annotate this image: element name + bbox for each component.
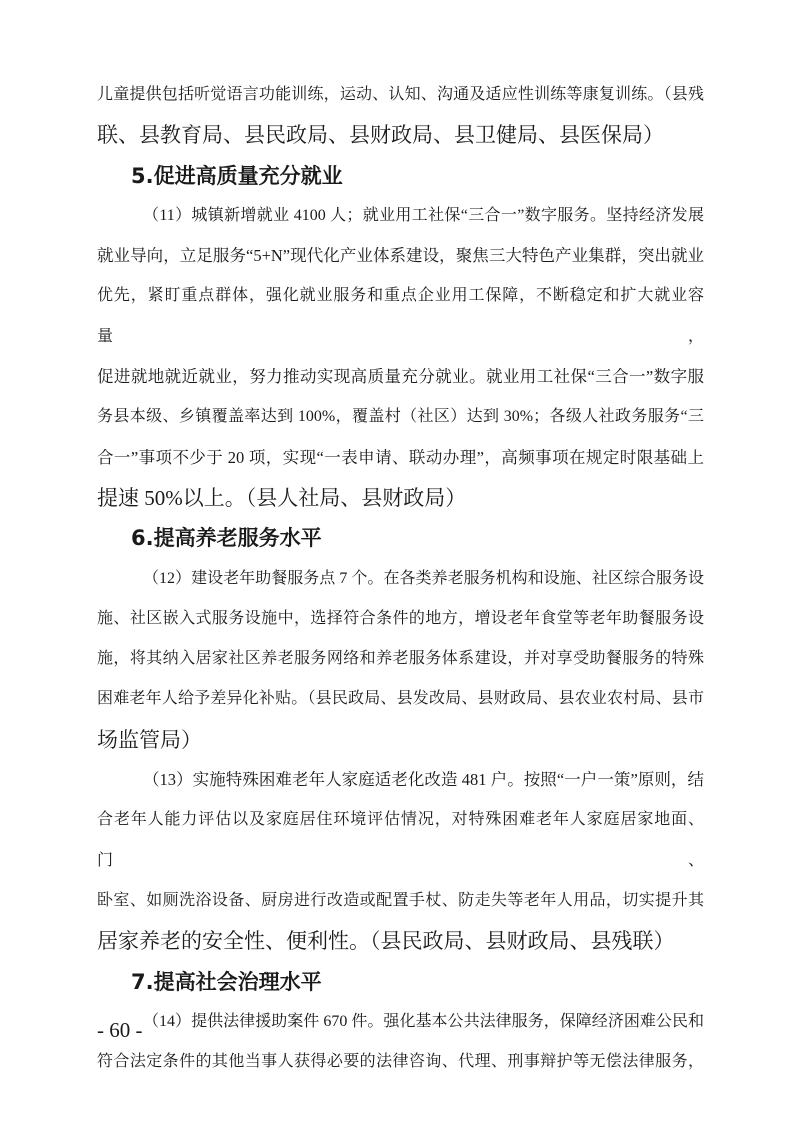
text-line: 困难老年人给予差异化补贴。（县民政局、县发改局、县财政局、县农业农村局、县市 bbox=[97, 690, 704, 708]
paragraph bbox=[97, 559, 704, 760]
text-line: （12）建设老年助餐服务点 7 个。在各类养老服务机构和设施、社区综合服务设 bbox=[143, 569, 704, 587]
text-line: （11）城镇新增就业 4100 人；就业用工社保“三合一”数字服务。坚持经济发展 bbox=[143, 206, 704, 224]
text-line: 场监管局） bbox=[97, 727, 202, 752]
text-line: 促进就地就近就业，努力推动实现高质量充分就业。就业用工社保“三合一”数字服 bbox=[97, 367, 704, 387]
section-heading: 5.促进高质量充分就业 bbox=[131, 163, 343, 188]
page-number: - 60 - bbox=[97, 1018, 143, 1042]
text-line: （14）提供法律援助案件 670 件。强化基本公共法律服务，保障经济困难公民和 bbox=[143, 1012, 704, 1030]
text-line: 优先，紧盯重点群体，强化就业服务和重点企业用工保障，不断稳定和扩大就业容量， bbox=[97, 287, 704, 345]
text-line: 务县本级、乡镇覆盖率达到 100%，覆盖村（社区）达到 30%；各级人社政务服务“三 bbox=[97, 408, 704, 426]
text-line: 联、县教育局、县民政局、县财政局、县卫健局、县医保局） bbox=[97, 123, 664, 148]
text-line: 提速 50%以上。（县人社局、县财政局） bbox=[97, 485, 467, 510]
text-line: 施，将其纳入居家社区养老服务网络和养老服务体系建设，并对享受助餐服务的特殊 bbox=[97, 650, 704, 668]
section-heading: 6.提高养老服务水平 bbox=[131, 526, 322, 551]
text-line: 就业导向，立足服务“5+N”现代化产业体系建设，聚焦三大特色产业集群，突出就业 bbox=[97, 246, 704, 266]
section-heading: 7.提高社会治理水平 bbox=[131, 969, 322, 994]
text-line: 儿童提供包括听觉语言功能训练，运动、认知、沟通及适应性训练等康复训练。（县残 bbox=[97, 86, 704, 103]
text-line: 居家养老的安全性、便利性。（县民政局、县财政局、县残联） bbox=[97, 929, 675, 954]
paragraph bbox=[97, 196, 704, 518]
paragraph bbox=[97, 760, 704, 961]
text-line: 卧室、如厕洗浴设备、厨房进行改造或配置手杖、防走失等老年人用品，切实提升其 bbox=[97, 891, 704, 909]
text-line: 合一”事项不少于 20 项，实现“一表申请、联动办理”，高频事项在规定时限基础上 bbox=[97, 447, 704, 467]
paragraph bbox=[97, 75, 704, 156]
text-line: 施、社区嵌入式服务设施中，选择符合条件的地方，增设老年食堂等老年助餐服务设 bbox=[97, 609, 704, 627]
document-body bbox=[97, 75, 704, 1082]
paragraph bbox=[97, 1002, 704, 1083]
text-line: 合老年人能力评估以及家庭居住环境评估情况，对特殊困难老年人家庭居家地面、门、 bbox=[97, 811, 704, 869]
text-line: 符合法定条件的其他当事人获得必要的法律咨询、代理、刑事辩护等无偿法律服务， bbox=[97, 1053, 704, 1071]
text-line: （13）实施特殊困难老年人家庭适老化改造 481 户。按照“一户一策”原则，结 bbox=[143, 770, 704, 790]
